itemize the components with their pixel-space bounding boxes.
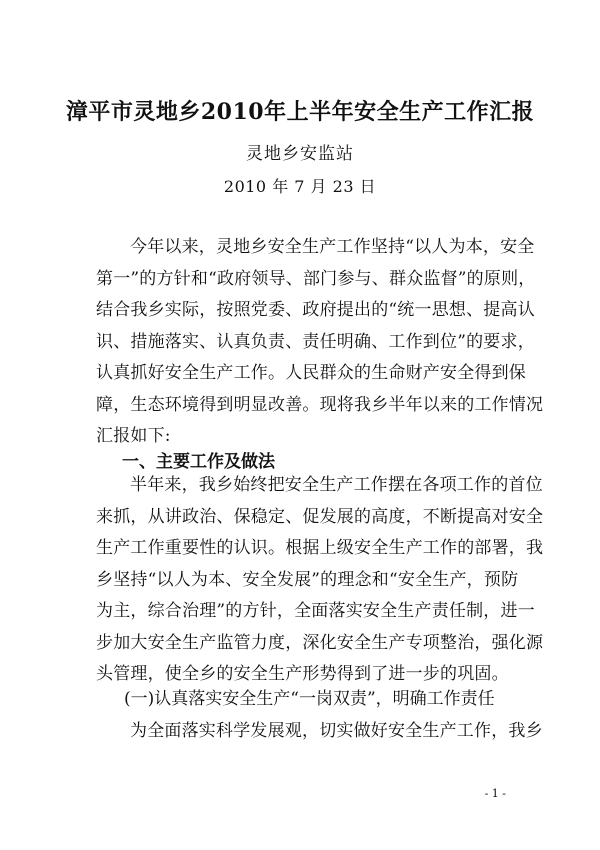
document-date: 2010 年 7 月 23 日	[223, 177, 377, 196]
paragraph-line: 结合我乡实际，按照党委、政府提出的“统一思想、提高认	[96, 300, 535, 320]
paragraph-line: 乡坚持“以人为本、安全发展”的理念和“安全生产，预防	[96, 569, 519, 590]
paragraph-line: 来抓，从讲政治、保稳定、促发展的高度，不断提高对安全	[96, 506, 544, 527]
paragraph-line: 第一”的方针和“政府领导、部门参与、群众监督”的原则，	[96, 268, 536, 289]
document-title: 漳平市灵地乡2010年上半年安全生产工作汇报	[65, 99, 535, 125]
paragraph-line: 识、措施落实、认真负责、责任明确、工作到位”的要求，	[96, 331, 535, 352]
paragraph-line: 认真抓好安全生产工作。人民群众的生命财产安全得到保	[96, 363, 526, 383]
paragraph-line: 为主，综合治理”的方针，全面落实安全生产责任制，进一	[96, 601, 535, 621]
paragraph-subsection-one	[96, 716, 543, 748]
paragraph-line: 生产工作重要性的认识。根据上级安全生产工作的部署，我	[96, 538, 544, 558]
section-heading: 一、主要工作及做法	[122, 452, 275, 472]
paragraph-line: 半年来，我乡始终把安全生产工作摆在各项工作的首位	[130, 475, 543, 495]
paragraph-line: 为全面落实科学发展观，切实做好安全生产工作，我乡	[130, 721, 543, 741]
paragraph-line: 障，生态环境得到明显改善。现将我乡半年以来的工作情况	[96, 394, 544, 415]
paragraph-line: 今年以来，灵地乡安全生产工作坚持“以人为本，安全	[130, 237, 535, 257]
subsection-heading: (一)认真落实安全生产“一岗双责”，明确工作责任	[124, 689, 495, 709]
paragraph-line: 步加大安全生产监管力度，深化安全生产专项整治，强化源	[96, 632, 544, 653]
paragraph-line: 汇报如下:	[96, 426, 171, 446]
document-organization: 灵地乡安监站	[246, 144, 354, 164]
page-number: - 1 -	[484, 787, 506, 800]
paragraph-intro	[96, 232, 544, 453]
paragraph-line: 头管理，使全乡的安全生产形势得到了进一步的巩固。	[96, 664, 509, 684]
paragraph-section-one	[96, 470, 544, 691]
